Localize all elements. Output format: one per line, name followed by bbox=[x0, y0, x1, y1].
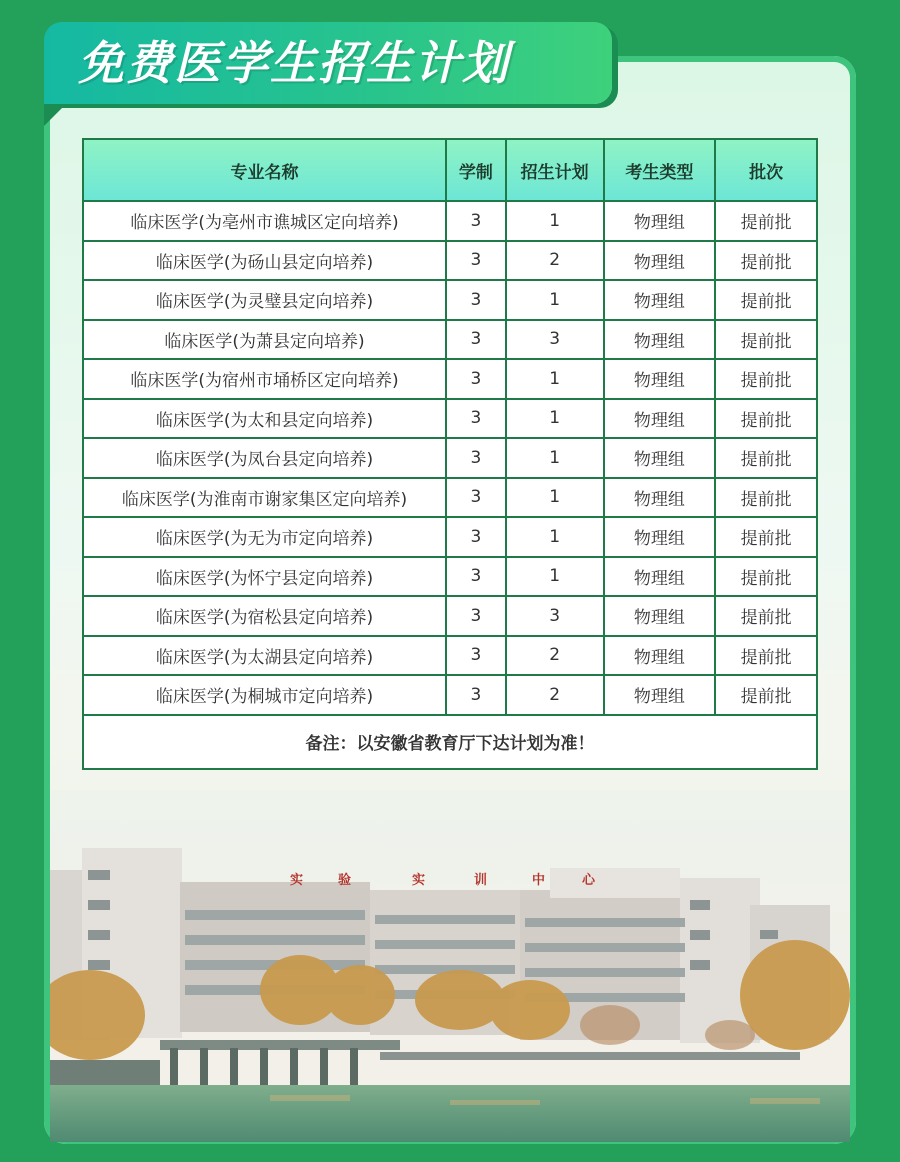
title-banner bbox=[44, 22, 612, 104]
duration-cell: 3 bbox=[446, 241, 506, 281]
duration-cell: 3 bbox=[446, 399, 506, 439]
candidate-type-cell: 物理组 bbox=[604, 636, 716, 676]
table-row bbox=[83, 438, 817, 478]
batch-cell: 提前批 bbox=[715, 636, 817, 676]
building-sign-char: 中 bbox=[532, 873, 546, 888]
major-cell: 临床医学(为无为市定向培养) bbox=[83, 517, 446, 557]
table-row bbox=[83, 280, 817, 320]
building-sign-char: 训 bbox=[474, 873, 488, 888]
table-row bbox=[83, 478, 817, 518]
batch-cell: 提前批 bbox=[715, 517, 817, 557]
batch-cell: 提前批 bbox=[715, 241, 817, 281]
table-row bbox=[83, 201, 817, 241]
candidate-type-cell: 物理组 bbox=[604, 596, 716, 636]
quota-cell: 3 bbox=[506, 320, 604, 360]
duration-cell: 3 bbox=[446, 280, 506, 320]
duration-cell: 3 bbox=[446, 517, 506, 557]
quota-cell: 1 bbox=[506, 359, 604, 399]
table-note-row bbox=[83, 715, 817, 769]
duration-cell: 3 bbox=[446, 478, 506, 518]
major-cell: 临床医学(为萧县定向培养) bbox=[83, 320, 446, 360]
quota-cell: 1 bbox=[506, 517, 604, 557]
table-row bbox=[83, 675, 817, 715]
quota-cell: 1 bbox=[506, 201, 604, 241]
candidate-type-cell: 物理组 bbox=[604, 201, 716, 241]
quota-cell: 1 bbox=[506, 438, 604, 478]
major-cell: 临床医学(为桐城市定向培养) bbox=[83, 675, 446, 715]
candidate-type-cell: 物理组 bbox=[604, 320, 716, 360]
title-banner-fold bbox=[44, 104, 66, 126]
campus-photo-illustration bbox=[50, 790, 850, 1142]
duration-cell: 3 bbox=[446, 557, 506, 597]
duration-cell: 3 bbox=[446, 201, 506, 241]
column-header-batch: 批次 bbox=[715, 139, 817, 201]
batch-cell: 提前批 bbox=[715, 280, 817, 320]
quota-cell: 2 bbox=[506, 241, 604, 281]
candidate-type-cell: 物理组 bbox=[604, 438, 716, 478]
major-cell: 临床医学(为怀宁县定向培养) bbox=[83, 557, 446, 597]
major-cell: 临床医学(为淮南市谢家集区定向培养) bbox=[83, 478, 446, 518]
candidate-type-cell: 物理组 bbox=[604, 478, 716, 518]
batch-cell: 提前批 bbox=[715, 438, 817, 478]
quota-cell: 2 bbox=[506, 675, 604, 715]
major-cell: 临床医学(为灵璧县定向培养) bbox=[83, 280, 446, 320]
quota-cell: 1 bbox=[506, 557, 604, 597]
table-row bbox=[83, 636, 817, 676]
building-sign-char: 实 bbox=[412, 873, 426, 888]
building-sign-char: 验 bbox=[338, 873, 352, 888]
batch-cell: 提前批 bbox=[715, 399, 817, 439]
candidate-type-cell: 物理组 bbox=[604, 359, 716, 399]
table-row bbox=[83, 359, 817, 399]
batch-cell: 提前批 bbox=[715, 557, 817, 597]
candidate-type-cell: 物理组 bbox=[604, 557, 716, 597]
major-cell: 临床医学(为砀山县定向培养) bbox=[83, 241, 446, 281]
campus-photo bbox=[50, 790, 850, 1142]
table-header-row bbox=[83, 139, 817, 201]
column-header-quota: 招生计划 bbox=[506, 139, 604, 201]
table-note: 备注：以安徽省教育厅下达计划为准！ bbox=[83, 715, 817, 769]
duration-cell: 3 bbox=[446, 320, 506, 360]
candidate-type-cell: 物理组 bbox=[604, 241, 716, 281]
column-header-candidate-type: 考生类型 bbox=[604, 139, 716, 201]
building-sign-char: 心 bbox=[582, 873, 596, 888]
table-row bbox=[83, 320, 817, 360]
batch-cell: 提前批 bbox=[715, 359, 817, 399]
batch-cell: 提前批 bbox=[715, 478, 817, 518]
table-row bbox=[83, 517, 817, 557]
batch-cell: 提前批 bbox=[715, 675, 817, 715]
batch-cell: 提前批 bbox=[715, 596, 817, 636]
major-cell: 临床医学(为亳州市谯城区定向培养) bbox=[83, 201, 446, 241]
quota-cell: 1 bbox=[506, 280, 604, 320]
column-header-major: 专业名称 bbox=[83, 139, 446, 201]
table-row bbox=[83, 399, 817, 439]
major-cell: 临床医学(为太湖县定向培养) bbox=[83, 636, 446, 676]
major-cell: 临床医学(为凤台县定向培养) bbox=[83, 438, 446, 478]
duration-cell: 3 bbox=[446, 438, 506, 478]
major-cell: 临床医学(为宿松县定向培养) bbox=[83, 596, 446, 636]
duration-cell: 3 bbox=[446, 596, 506, 636]
table-row bbox=[83, 241, 817, 281]
column-header-duration: 学制 bbox=[446, 139, 506, 201]
candidate-type-cell: 物理组 bbox=[604, 399, 716, 439]
enrollment-plan-table bbox=[82, 138, 818, 770]
duration-cell: 3 bbox=[446, 675, 506, 715]
building-sign-char: 实 bbox=[290, 873, 304, 888]
candidate-type-cell: 物理组 bbox=[604, 280, 716, 320]
batch-cell: 提前批 bbox=[715, 201, 817, 241]
major-cell: 临床医学(为宿州市埇桥区定向培养) bbox=[83, 359, 446, 399]
page-title: 免费医学生招生计划 bbox=[78, 36, 510, 90]
candidate-type-cell: 物理组 bbox=[604, 675, 716, 715]
table-row bbox=[83, 596, 817, 636]
quota-cell: 1 bbox=[506, 478, 604, 518]
table-row bbox=[83, 557, 817, 597]
duration-cell: 3 bbox=[446, 359, 506, 399]
duration-cell: 3 bbox=[446, 636, 506, 676]
candidate-type-cell: 物理组 bbox=[604, 517, 716, 557]
batch-cell: 提前批 bbox=[715, 320, 817, 360]
major-cell: 临床医学(为太和县定向培养) bbox=[83, 399, 446, 439]
quota-cell: 2 bbox=[506, 636, 604, 676]
quota-cell: 1 bbox=[506, 399, 604, 439]
quota-cell: 3 bbox=[506, 596, 604, 636]
